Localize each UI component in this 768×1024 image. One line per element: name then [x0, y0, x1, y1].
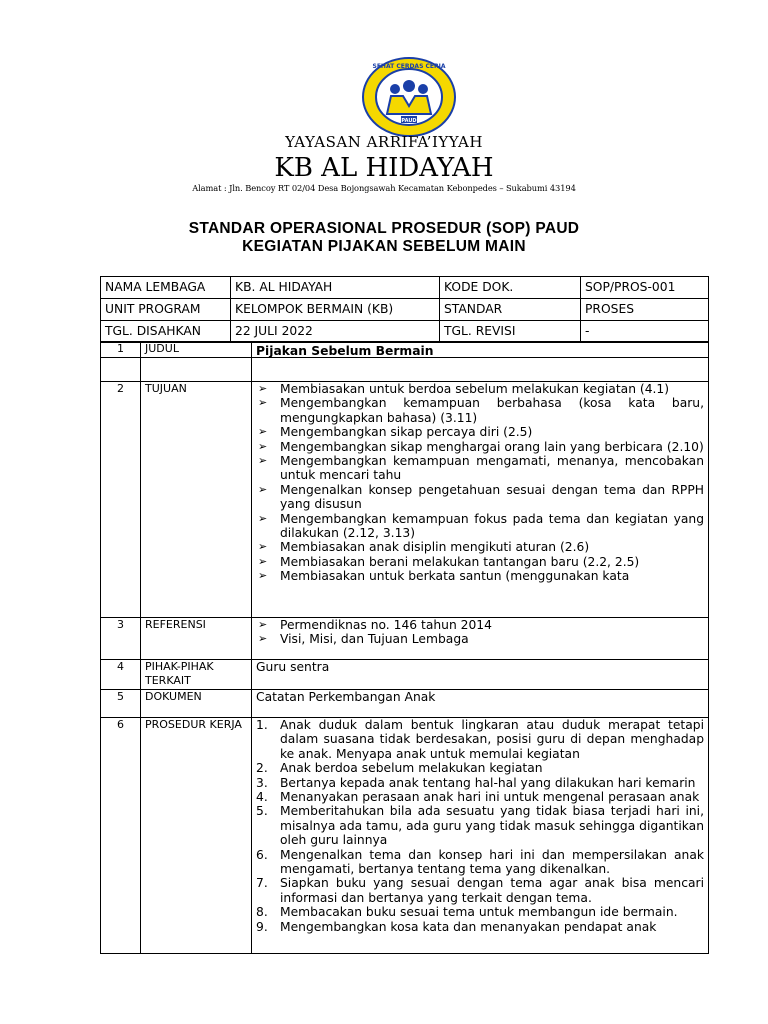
- list-item: ➢ Membiasakan untuk berdoa sebelum melakukan kegiatan (4.1): [256, 382, 704, 396]
- pihak-value: Guru sentra: [252, 660, 709, 690]
- row-number: 3: [101, 618, 141, 660]
- list-item: [256, 790, 704, 804]
- step-text: Menanyakan perasaan anak hari ini untuk mengenal perasaan anak: [280, 790, 700, 805]
- list-item: ➢ Mengembangkan kemampuan fokus pada tema dan kegiatan yang dilakukan (2.12, 3.13): [256, 512, 704, 541]
- meta-value: SOP/PROS-001: [581, 277, 709, 299]
- step-number: 8.: [256, 905, 268, 920]
- step-text: Memberitahukan bila ada sesuatu yang tidak biasa terjadi hari ini, misalnya ada tamu, ada guru yang tidak masuk sehingga digantikan oleh guru lainnya: [280, 804, 704, 848]
- list-item: [256, 776, 704, 790]
- list-item: [256, 848, 704, 877]
- step-number: 3.: [256, 775, 268, 790]
- row-label: PROSEDUR KERJA: [141, 718, 252, 954]
- step-number: 4.: [256, 790, 268, 805]
- sop-table: [100, 341, 709, 954]
- meta-label: KODE DOK.: [440, 277, 581, 299]
- step-text: Siapkan buku yang sesuai dengan tema agar anak bisa mencari informasi dan bertanya yang terkait dengan tema.: [280, 876, 704, 905]
- prosedur-list-cell: [252, 718, 709, 954]
- paud-logo: [361, 56, 457, 138]
- list-item: [256, 920, 704, 934]
- tujuan-list: [256, 382, 704, 584]
- referensi-list: [256, 618, 704, 647]
- row-label: DOKUMEN: [141, 690, 252, 718]
- meta-label: STANDAR: [440, 299, 581, 321]
- judul-value: Pijakan Sebelum Bermain: [252, 342, 709, 382]
- step-text: Bertanya kepada anak tentang hal-hal yang dilakukan hari kemarin: [280, 775, 696, 790]
- doc-title-line1: STANDAR OPERASIONAL PROSEDUR (SOP) PAUD: [188, 220, 580, 237]
- list-item: ➢ Visi, Misi, dan Tujuan Lembaga: [256, 632, 704, 646]
- step-number: 6.: [256, 847, 268, 862]
- step-text: Mengembangkan kosa kata dan menanyakan pendapat anak: [280, 919, 657, 934]
- row-number: 2: [101, 382, 141, 618]
- list-item: ➢ Mengembangkan kemampuan berbahasa (kosa kata baru, mengungkapkan bahasa) (3.11): [256, 396, 704, 425]
- list-item: ➢ Permendiknas no. 146 tahun 2014: [256, 618, 704, 632]
- meta-value: KB. AL HIDAYAH: [231, 277, 440, 299]
- meta-label: UNIT PROGRAM: [101, 299, 231, 321]
- logo-text: SEHAT CERDAS CERIA: [372, 63, 446, 70]
- step-text: Membacakan buku sesuai tema untuk membangun ide bermain.: [280, 905, 678, 920]
- tujuan-list-cell: [252, 382, 709, 618]
- school-name: KB AL HIDAYAH: [274, 153, 494, 183]
- row-pihak: [101, 660, 709, 690]
- meta-label: TGL. DISAHKAN: [101, 321, 231, 343]
- list-item: ➢ Mengembangkan sikap percaya diri (2.5): [256, 425, 704, 439]
- step-number: 1.: [256, 718, 268, 732]
- row-referensi: [101, 618, 709, 660]
- meta-row: [101, 277, 709, 299]
- prosedur-list: [256, 718, 704, 934]
- list-item: ➢ Mengenalkan konsep pengetahuan sesuai dengan tema dan RPPH yang disusun: [256, 483, 704, 512]
- meta-value: KELOMPOK BERMAIN (KB): [231, 299, 440, 321]
- meta-row: [101, 321, 709, 343]
- row-number: 6: [101, 718, 141, 954]
- list-item: ➢ Membiasakan anak disiplin mengikuti aturan (2.6): [256, 540, 704, 554]
- meta-value: PROSES: [581, 299, 709, 321]
- row-number: 5: [101, 690, 141, 718]
- meta-label: TGL. REVISI: [440, 321, 581, 343]
- row-number: 1: [101, 342, 141, 382]
- row-judul: [101, 342, 709, 382]
- list-item: ➢ Mengembangkan sikap menghargai orang lain yang berbicara (2.10): [256, 440, 704, 454]
- dokumen-value: Catatan Perkembangan Anak: [252, 690, 709, 718]
- address: Alamat : Jln. Bencoy RT 02/04 Desa Bojongsawah Kecamatan Kebonpedes – Sukabumi 43194: [192, 183, 576, 193]
- list-item: [256, 761, 704, 775]
- list-item: [256, 876, 704, 905]
- row-label: JUDUL: [141, 342, 252, 382]
- doc-title-line2: KEGIATAN PIJAKAN SEBELUM MAIN: [242, 238, 526, 255]
- row-dokumen: [101, 690, 709, 718]
- logo-sub: PAUD: [401, 118, 417, 124]
- list-item: [256, 804, 704, 847]
- step-number: 9.: [256, 919, 268, 934]
- row-tujuan: [101, 382, 709, 618]
- row-prosedur: [101, 718, 709, 954]
- referensi-list-cell: [252, 618, 709, 660]
- step-number: 7.: [256, 876, 268, 891]
- row-label: PIHAK-PIHAK TERKAIT: [141, 660, 252, 690]
- step-text: Mengenalkan tema dan konsep hari ini dan mempersilakan anak mengamati, bertanya tentang tema yang dikenalkan.: [280, 847, 704, 877]
- meta-value: -: [581, 321, 709, 343]
- row-label: TUJUAN: [141, 382, 252, 618]
- row-label: REFERENSI: [141, 618, 252, 660]
- meta-label: NAMA LEMBAGA: [101, 277, 231, 299]
- list-item: ➢ Membiasakan berani melakukan tantangan baru (2.2, 2.5): [256, 555, 704, 569]
- meta-row: [101, 299, 709, 321]
- list-item: ➢ Membiasakan untuk berkata santun (menggunakan kata: [256, 569, 704, 583]
- list-item: [256, 718, 704, 761]
- list-item: ➢ Mengembangkan kemampuan mengamati, menanya, mencobakan untuk mencari tahu: [256, 454, 704, 483]
- step-text: Anak duduk dalam bentuk lingkaran atau duduk merapat tetapi dalam suasana tidak berdesakan, posisi guru di depan menghadap ke anak. Menyapa anak untuk memulai kegiatan: [280, 718, 704, 761]
- row-number: 4: [101, 660, 141, 690]
- org-name: YAYASAN ARRIFA’IYYAH: [285, 133, 483, 151]
- step-number: 2.: [256, 761, 268, 776]
- step-text: Anak berdoa sebelum melakukan kegiatan: [280, 761, 543, 776]
- list-item: [256, 905, 704, 919]
- meta-value: 22 JULI 2022: [231, 321, 440, 343]
- step-number: 5.: [256, 804, 268, 819]
